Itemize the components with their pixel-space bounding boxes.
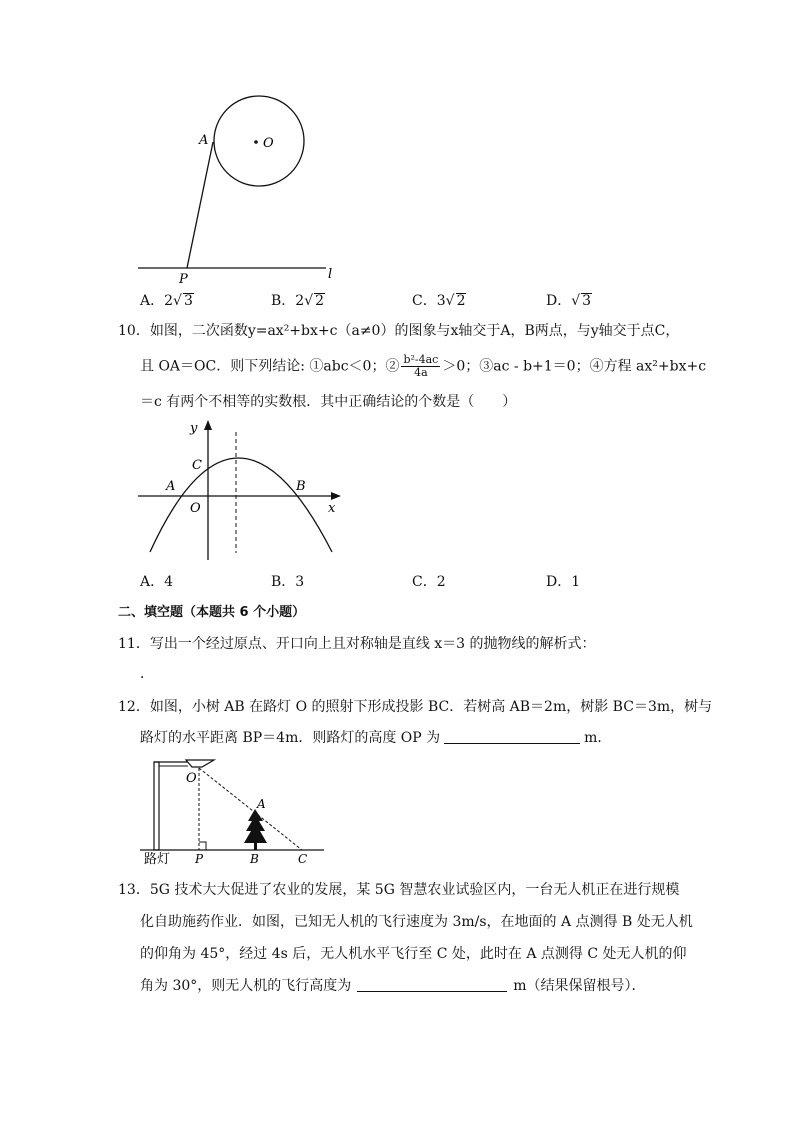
q13-line-2: 化自助施药作业．如图，已知无人机的飞行速度为 3m/s，在地面的 A 点测得 B 处无人机 — [140, 914, 693, 930]
label-o: O — [190, 501, 201, 516]
q9-option-c[interactable]: C．3√ 2 — [412, 293, 466, 309]
label-a: A — [199, 133, 209, 148]
q11-line-1: 11．写出一个经过原点、开口向上且对称轴是直线 x＝3 的抛物线的解析式： — [118, 636, 596, 652]
label-p: P — [179, 272, 188, 287]
label-c: C — [192, 458, 202, 473]
figure-circle-tangent — [130, 92, 350, 287]
figure-street-lamp — [136, 755, 336, 867]
label-p: P — [195, 852, 204, 866]
q13-answer-blank[interactable] — [357, 977, 507, 992]
q9-option-a[interactable]: A．2√ 3 — [140, 293, 193, 309]
q10-option-b[interactable]: B．3 — [271, 574, 305, 590]
y-axis-arrow — [204, 420, 212, 430]
tree-icon — [244, 809, 267, 850]
label-y: y — [190, 421, 198, 436]
section-title: 二、填空题（本题共 6 个小题） — [118, 605, 306, 620]
q10-line-1: 10．如图，二次函数y=ax²+bx+c（a≠0）的图象与x轴交于A，B两点，与y轴交于点C， — [118, 323, 680, 339]
q9-option-b[interactable]: B．2√ 2 — [271, 293, 325, 309]
lamp-pole — [154, 762, 159, 850]
tangent-line-pa — [187, 142, 213, 268]
right-angle-mark — [199, 842, 206, 850]
label-c: C — [298, 852, 308, 866]
x-axis-arrow — [331, 492, 341, 500]
q10-options — [140, 571, 600, 593]
q12-answer-blank[interactable] — [444, 729, 580, 744]
q13-line-1: 13．5G 技术大大促进了农业的发展，某 5G 智慧农业试验区内，一台无人机正在进行规模 — [118, 882, 680, 898]
q10-option-d[interactable]: D．1 — [546, 574, 581, 590]
q10-option-c[interactable]: C．2 — [412, 574, 446, 590]
q13-line-4: 角为 30°，则无人机的飞行高度为 m（结果保留根号）． — [140, 978, 646, 994]
label-o: O — [263, 136, 274, 151]
circle-o — [214, 96, 304, 186]
parabola-curve — [150, 458, 332, 552]
label-l: l — [328, 267, 333, 282]
q12-line-2: 路灯的水平距离 BP＝4m．则路灯的高度 OP 为 m． — [140, 730, 612, 746]
q11-line-2: ． — [140, 666, 154, 682]
q10-line-2: 且 OA＝OC．则下列结论: ①abc＜0；② $\frac{\text{b²-4ac}}{4a}$ ＞0；③ac - b+1＝0；④方程 ax²+bx+c — [140, 353, 707, 379]
q9-options — [140, 290, 600, 312]
label-b: B — [250, 852, 259, 866]
q9-option-d[interactable]: D．√ 3 — [546, 293, 592, 309]
lamp-label: 路灯 — [144, 852, 171, 867]
label-x: x — [328, 501, 336, 516]
lamp-head-icon — [186, 760, 214, 767]
label-a: A — [166, 479, 176, 494]
q13-line-3: 的仰角为 45°，经过 4s 后，无人机水平飞行至 C 处，此时在 A 点测得 C 处无人机的仰 — [140, 946, 687, 962]
label-o: O — [186, 771, 197, 786]
label-a: A — [257, 797, 266, 811]
q10-option-a[interactable]: A．4 — [140, 574, 174, 590]
q12-line-1: 12．如图，小树 AB 在路灯 O 的照射下形成投影 BC．若树高 AB＝2m，树影 BC＝3m，树与 — [118, 699, 713, 715]
label-b: B — [296, 479, 306, 494]
q10-line-3: ＝c 有两个不相等的实数根．其中正确结论的个数是（ ） — [140, 394, 517, 410]
fraction: $\frac{\text{b²-4ac}}{4a}$ — [403, 353, 439, 379]
figure-parabola — [136, 418, 351, 563]
center-o-dot — [254, 140, 258, 144]
